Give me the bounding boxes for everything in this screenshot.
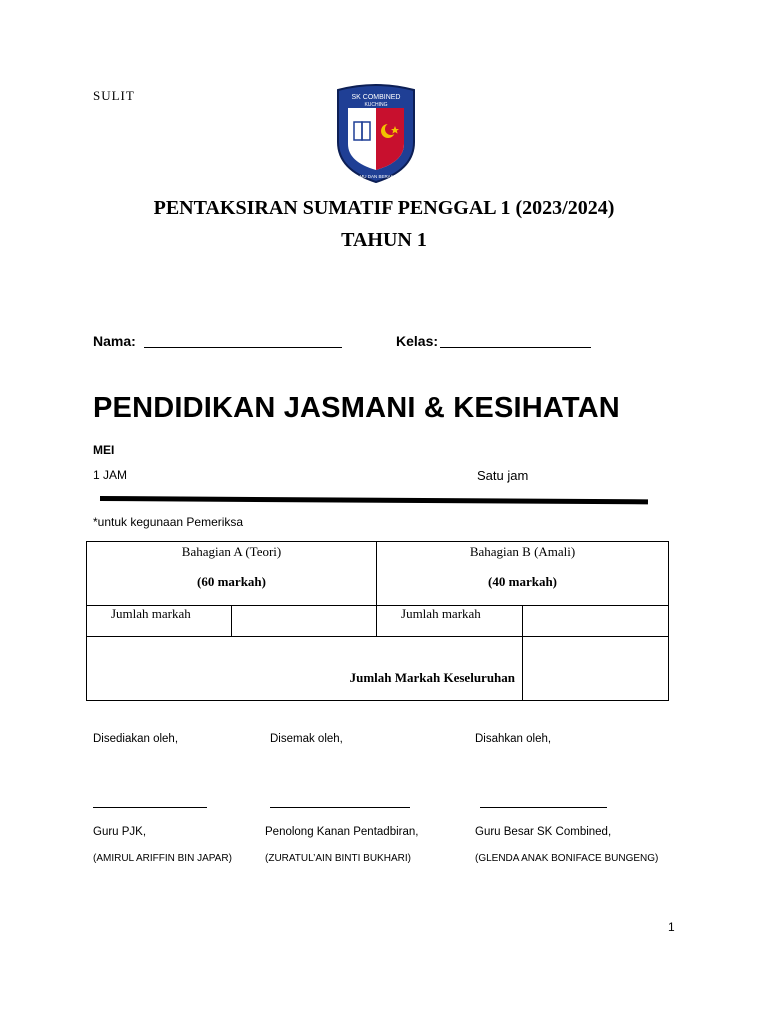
prepared-by-signature-line[interactable] (93, 806, 207, 808)
approved-by-signature-line[interactable] (480, 806, 607, 808)
divider-rule (100, 496, 648, 504)
subtotal-a-label-cell (87, 606, 232, 637)
checked-by-heading: Disemak oleh, (270, 733, 343, 745)
prepared-by-role: Guru PJK, (93, 826, 147, 838)
approved-by-heading: Disahkan oleh, (475, 733, 552, 745)
class-label: Kelas: (396, 333, 439, 349)
subtotal-b-input[interactable] (523, 606, 669, 637)
checked-by-name: (ZURATUL’AIN BINTI BUKHARI) (265, 853, 411, 864)
section-b-title: Bahagian B (Amali) (469, 544, 576, 559)
crest-motto: BERILMU DAN BERAKHLAK (346, 174, 406, 179)
section-a-title: Bahagian A (Teori) (181, 544, 282, 559)
approved-by-role: Guru Besar SK Combined, (475, 826, 612, 838)
prepared-by-name: (AMIRUL ARIFFIN BIN JAPAR) (93, 853, 232, 864)
marks-table (86, 541, 669, 701)
name-label: Nama: (93, 333, 136, 349)
exam-month: MEI (93, 443, 115, 457)
grand-total-label-cell (87, 637, 523, 701)
section-a-marks: (60 markah) (197, 574, 266, 589)
confidential-label: SULIT (93, 88, 135, 103)
section-a-cell (87, 542, 377, 606)
subtotal-b-label-cell (377, 606, 523, 637)
checked-by-role: Penolong Kanan Pentadbiran, (265, 826, 419, 838)
exam-year-level: TAHUN 1 (341, 229, 427, 251)
crest-sub-text: KUCHING (364, 102, 388, 108)
subtotal-a-label: Jumlah markah (111, 606, 191, 621)
exam-duration-words: Satu jam (477, 468, 529, 483)
grand-total-input[interactable] (523, 637, 669, 701)
subtotal-a-input[interactable] (232, 606, 377, 637)
school-logo (332, 84, 420, 184)
section-b-cell (377, 542, 669, 606)
subject-title: PENDIDIKAN JASMANI & KESIHATAN (93, 392, 620, 424)
examiner-note: *untuk kegunaan Pemeriksa (93, 515, 244, 529)
grand-total-label: Jumlah Markah Keseluruhan (349, 670, 516, 685)
class-field[interactable] (440, 333, 591, 348)
section-b-marks: (40 markah) (488, 574, 557, 589)
prepared-by-heading: Disediakan oleh, (93, 733, 179, 745)
approved-by-name: (GLENDA ANAK BONIFACE BUNGENG) (475, 853, 659, 864)
crest-top-text: SK COMBINED (351, 94, 401, 101)
page-number: 1 (668, 920, 675, 934)
name-field[interactable] (144, 333, 342, 348)
exam-title: PENTAKSIRAN SUMATIF PENGGAL 1 (2023/2024) (153, 197, 615, 219)
exam-duration: 1 JAM (93, 468, 128, 482)
school-crest-icon (332, 84, 420, 184)
checked-by-signature-line[interactable] (270, 806, 410, 808)
subtotal-b-label: Jumlah markah (401, 606, 481, 621)
